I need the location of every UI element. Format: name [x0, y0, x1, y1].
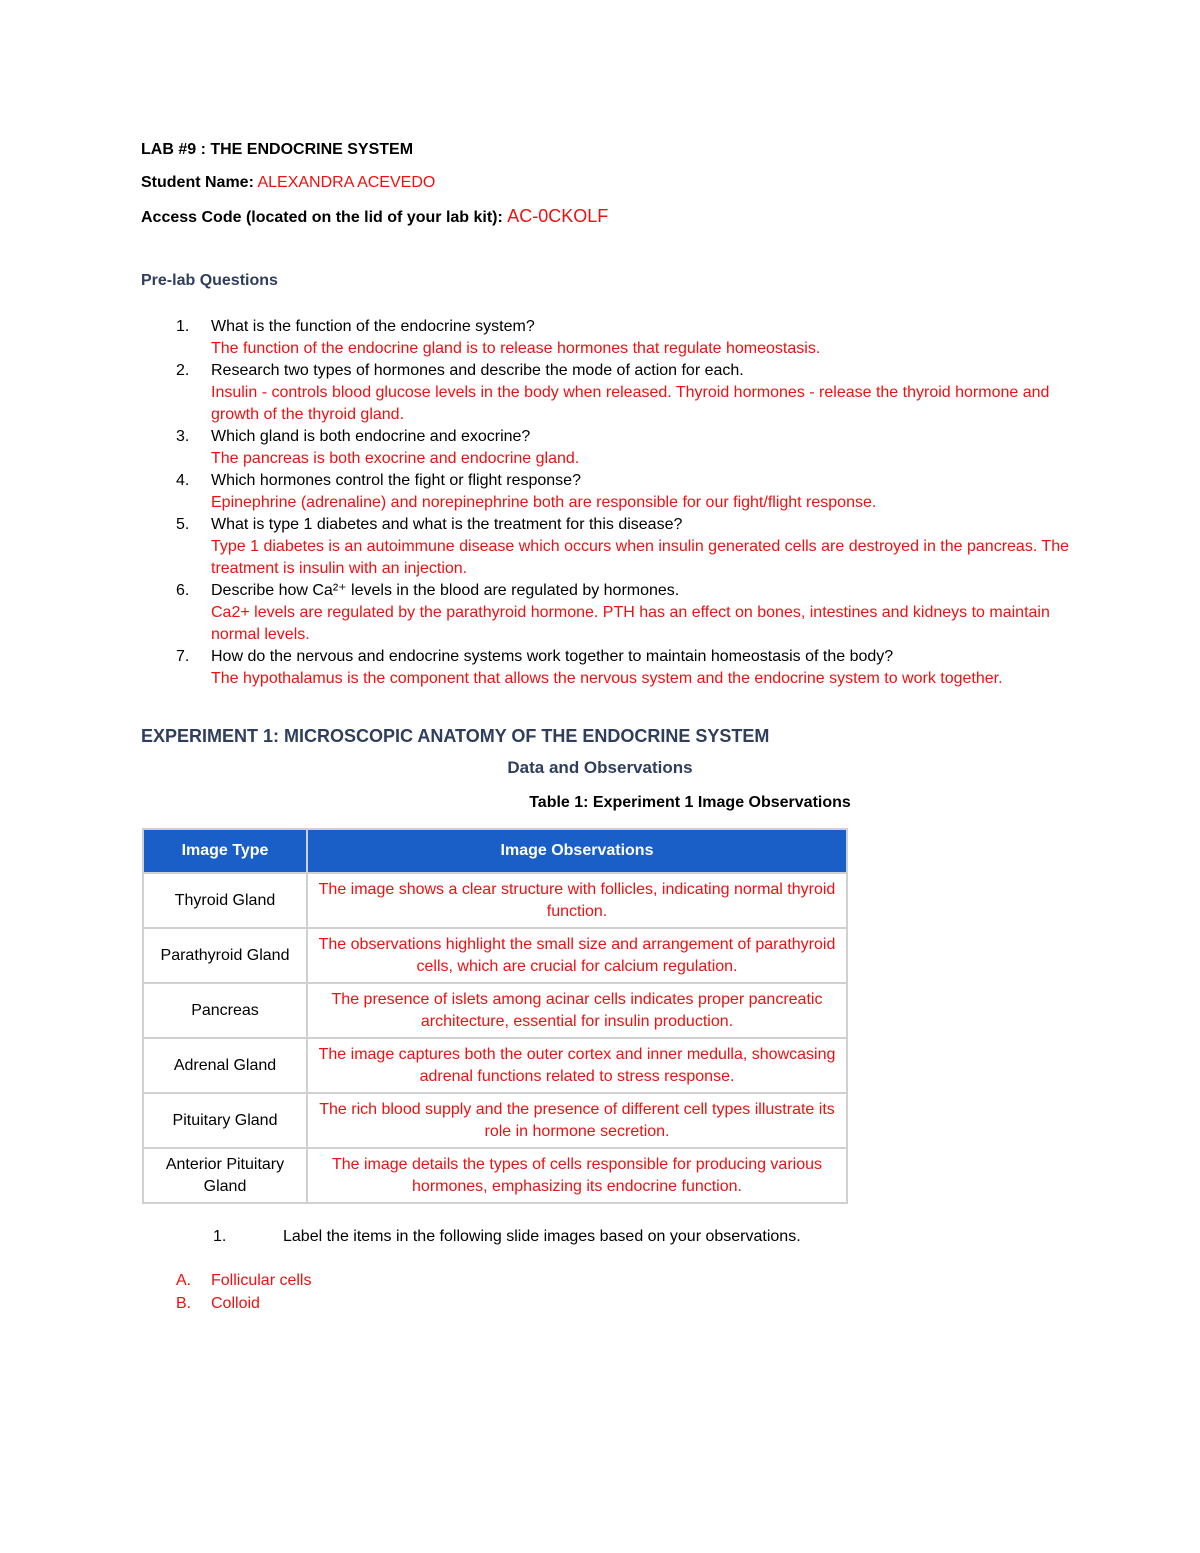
question-number: 1.: [176, 318, 190, 335]
prelab-item: [0, 514, 1200, 580]
label-answer-letter: A.: [176, 1272, 192, 1289]
question-number: 7.: [176, 648, 190, 665]
answer-text: The function of the endocrine gland is to release hormones that regulate homeostasis.: [211, 340, 821, 357]
label-answer-letter: B.: [176, 1295, 192, 1312]
experiment-heading: EXPERIMENT 1: MICROSCOPIC ANATOMY OF THE ENDOCRINE SYSTEM: [141, 726, 770, 746]
observation-cell: The image captures both the outer cortex and inner medulla, showcasing adrenal functions related to stress response.: [307, 1038, 847, 1093]
student-name-line: [141, 174, 435, 192]
prelab-heading: Pre-lab Questions: [141, 272, 278, 289]
data-observations-heading: Data and Observations: [507, 758, 693, 777]
table-row: [143, 1038, 847, 1093]
prelab-item: [0, 470, 1200, 514]
label-question-text: Label the items in the following slide images based on your observations.: [283, 1228, 801, 1245]
observation-cell: The observations highlight the small size and arrangement of parathyroid cells, which are crucial for calcium regulation.: [307, 928, 847, 983]
observations-table: [142, 828, 848, 1204]
header-image-observations: Image Observations: [307, 829, 847, 873]
access-code-label: Access Code (located on the lid of your lab kit):: [141, 209, 503, 226]
prelab-item: [0, 426, 1200, 470]
question-text: Describe how Ca²⁺ levels in the blood are regulated by hormones.: [211, 582, 680, 599]
question-text: What is type 1 diabetes and what is the treatment for this disease?: [211, 516, 683, 533]
student-name-label: Student Name:: [141, 174, 254, 191]
label-answer-text: Follicular cells: [211, 1272, 312, 1289]
answer-text: Insulin - controls blood glucose levels in the body when released. Thyroid hormones - release the thyroid hormone and growth of the thyroid gland.: [211, 384, 1050, 423]
table-caption: Table 1: Experiment 1 Image Observations: [529, 794, 851, 811]
observation-cell: The rich blood supply and the presence of different cell types illustrate its role in hormone secretion.: [307, 1093, 847, 1148]
observation-cell: The image shows a clear structure with follicles, indicating normal thyroid function.: [307, 873, 847, 928]
image-type-cell: Thyroid Gland: [143, 873, 307, 928]
image-type-cell: Pancreas: [143, 983, 307, 1038]
student-name-value: ALEXANDRA ACEVEDO: [257, 174, 436, 191]
table-header-row: [143, 829, 847, 873]
prelab-question-list: [0, 316, 1200, 690]
question-text: Which hormones control the fight or flight response?: [211, 472, 581, 489]
question-number: 2.: [176, 362, 190, 379]
label-answer-text: Colloid: [211, 1295, 260, 1312]
question-number: 3.: [176, 428, 190, 445]
answer-text: Type 1 diabetes is an autoimmune disease which occurs when insulin generated cells are destroyed in the pancreas. The treatment is insulin with an injection.: [211, 538, 1069, 577]
header-image-type: Image Type: [143, 829, 307, 873]
observation-cell: The image details the types of cells responsible for producing various hormones, emphasizing its endocrine function.: [307, 1148, 847, 1203]
observation-cell: The presence of islets among acinar cells indicates proper pancreatic architecture, essential for insulin production.: [307, 983, 847, 1038]
question-number: 5.: [176, 516, 190, 533]
table-row: [143, 928, 847, 983]
prelab-item: [0, 316, 1200, 360]
answer-text: Epinephrine (adrenaline) and norepinephrine both are responsible for our fight/flight response.: [211, 494, 877, 511]
question-number: 4.: [176, 472, 190, 489]
image-type-cell: Anterior Pituitary Gland: [143, 1148, 307, 1203]
access-code-line: [141, 206, 608, 227]
question-text: Which gland is both endocrine and exocrine?: [211, 428, 531, 445]
answer-text: Ca2+ levels are regulated by the parathyroid hormone. PTH has an effect on bones, intestines and kidneys to maintain normal levels.: [211, 604, 1050, 643]
image-type-cell: Adrenal Gland: [143, 1038, 307, 1093]
prelab-item: [0, 360, 1200, 426]
table-row: [143, 983, 847, 1038]
lab-title: LAB #9 : THE ENDOCRINE SYSTEM: [141, 141, 414, 158]
prelab-item: [0, 580, 1200, 646]
prelab-item: [0, 646, 1200, 690]
access-code-value: AC-0CKOLF: [507, 206, 609, 226]
table-row: [143, 1093, 847, 1148]
table-row: [143, 1148, 847, 1203]
question-text: Research two types of hormones and describe the mode of action for each.: [211, 362, 744, 379]
image-type-cell: Pituitary Gland: [143, 1093, 307, 1148]
image-type-cell: Parathyroid Gland: [143, 928, 307, 983]
answer-text: The pancreas is both exocrine and endocrine gland.: [211, 450, 580, 467]
label-question-number: 1.: [213, 1228, 227, 1245]
question-text: How do the nervous and endocrine systems work together to maintain homeostasis of the body?: [211, 648, 894, 665]
question-text: What is the function of the endocrine system?: [211, 318, 535, 335]
table-row: [143, 873, 847, 928]
answer-text: The hypothalamus is the component that allows the nervous system and the endocrine system to work together.: [211, 670, 1003, 687]
question-number: 6.: [176, 582, 190, 599]
